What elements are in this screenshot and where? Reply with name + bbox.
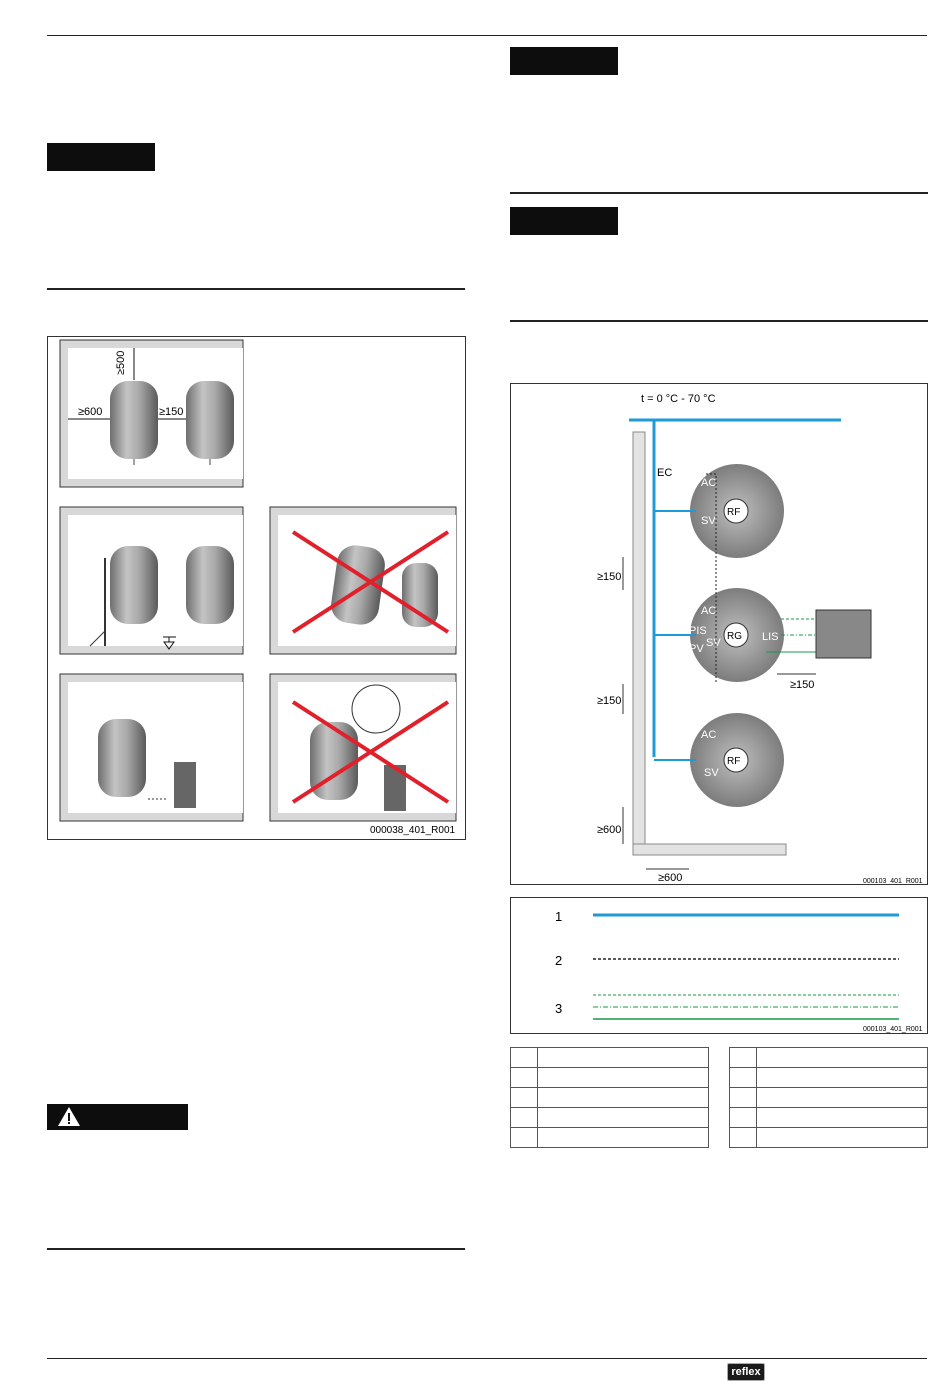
dim-top-label: ≥500 <box>115 350 127 375</box>
svg-text:SV: SV <box>701 515 716 527</box>
warning-bar <box>47 1104 188 1130</box>
svg-text:≥150: ≥150 <box>790 679 815 691</box>
svg-text:PV: PV <box>689 643 704 655</box>
section-rule-left-1 <box>47 288 465 290</box>
tank-icon-1 <box>110 381 158 465</box>
panel-clearance <box>60 340 243 487</box>
controller-unit <box>816 610 871 658</box>
section-rule-right-2 <box>510 320 928 322</box>
panel-correct-floor <box>60 507 243 654</box>
legend-item-2: 2 <box>555 953 563 968</box>
tank-icon-2 <box>186 381 234 465</box>
temperature-label: t = 0 °C - 70 °C <box>641 393 716 405</box>
panel-correct-hydraulic <box>60 674 243 821</box>
figure-right-id: 000103_401_R001 <box>863 878 923 884</box>
heading-bar-right-1 <box>510 47 618 75</box>
heading-bar-left-1 <box>47 143 155 171</box>
rf-label-1: RF <box>727 507 741 518</box>
svg-text:≥600: ≥600 <box>597 824 622 836</box>
svg-text:≥600: ≥600 <box>658 872 683 884</box>
svg-text:AC: AC <box>701 729 717 741</box>
figure-hydraulic-schematic <box>510 383 928 885</box>
footer-rule <box>47 1358 927 1359</box>
ec-label: EC <box>657 467 673 479</box>
svg-text:AC: AC <box>701 605 717 617</box>
tank-icon-3 <box>110 546 158 624</box>
svg-text:SV: SV <box>704 767 719 779</box>
heading-bar-right-2 <box>510 207 618 235</box>
section-rule-right-1 <box>510 192 928 194</box>
dim-left-label: ≥600 <box>78 406 103 418</box>
svg-text:≥150: ≥150 <box>597 695 622 707</box>
rg-label: RG <box>727 631 742 642</box>
tank-icon-4 <box>186 546 234 624</box>
warning-triangle-icon <box>56 1104 82 1130</box>
schematic-svg <box>511 384 927 884</box>
lis-label: LIS <box>762 631 779 643</box>
dim-between-label: ≥150 <box>159 406 184 418</box>
figure-installation-svg <box>48 337 465 839</box>
legend-item-3: 3 <box>555 1001 563 1016</box>
svg-text:AC: AC <box>701 477 717 489</box>
panel-wrong-hydraulic <box>270 674 456 821</box>
panel-wrong-tilt <box>270 507 456 654</box>
reference-table-right <box>729 1047 928 1148</box>
reference-table-left <box>510 1047 709 1148</box>
section-rule-left-2 <box>47 1248 465 1250</box>
rf-label-2: RF <box>727 756 741 767</box>
line-legend <box>510 897 928 1034</box>
figure-left-id: 000038_401_R001 <box>370 825 456 836</box>
legend-svg <box>511 898 927 1033</box>
svg-text:PIS: PIS <box>689 625 707 637</box>
figure-installation-clearances <box>47 336 466 840</box>
reflex-logo: reflex <box>727 1363 765 1381</box>
svg-text:SV: SV <box>706 637 721 649</box>
legend-id: 000103_401_R001 <box>863 1026 923 1033</box>
svg-text:≥150: ≥150 <box>597 571 622 583</box>
top-rule <box>47 35 927 36</box>
legend-item-1: 1 <box>555 909 563 924</box>
